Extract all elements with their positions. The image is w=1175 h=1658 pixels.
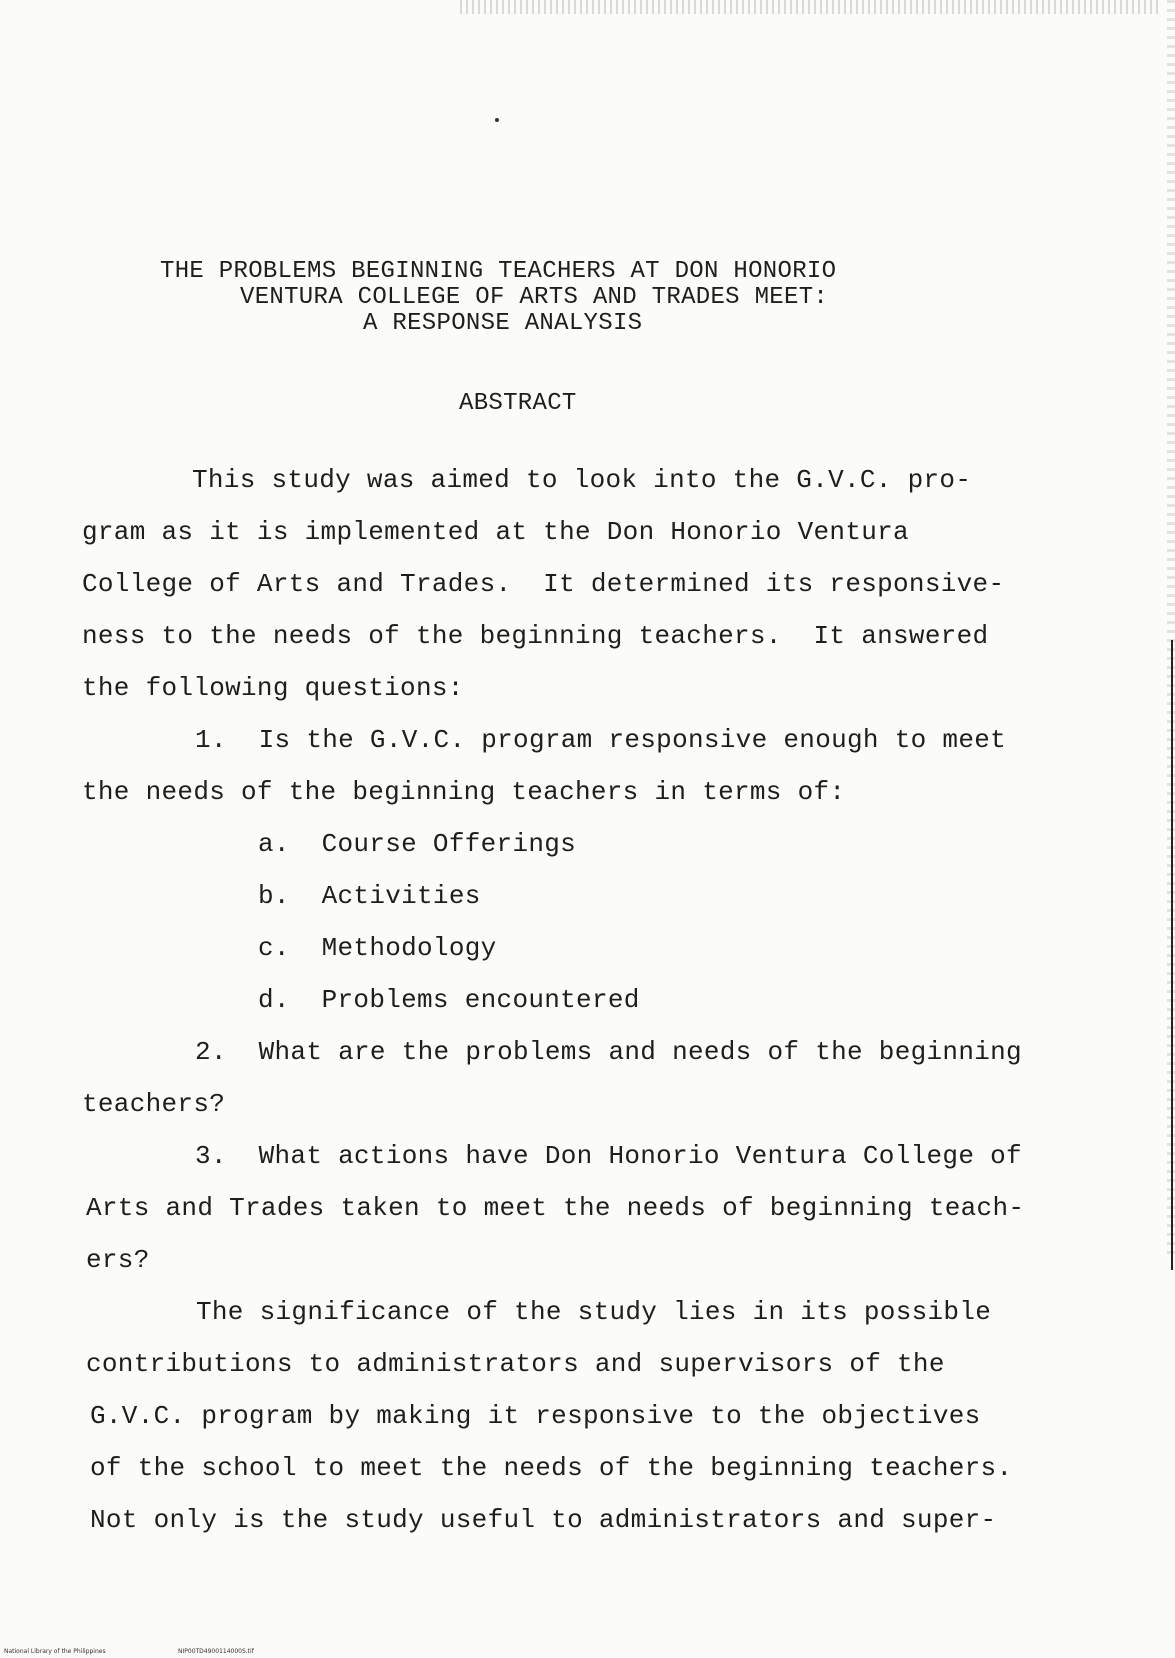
- body-line: This study was aimed to look into the G.V.C. pro-: [192, 465, 972, 495]
- body-line: Not only is the study useful to administrators and super-: [90, 1505, 997, 1535]
- body-line: the following questions:: [82, 673, 464, 703]
- question-1: 1. Is the G.V.C. program responsive enough to meet: [195, 725, 1007, 755]
- body-line: ers?: [86, 1245, 150, 1275]
- body-line: ness to the needs of the beginning teachers. It answered: [82, 621, 989, 651]
- body-line: G.V.C. program by making it responsive to the objectives: [90, 1401, 981, 1431]
- body-line: contributions to administrators and supervisors of the: [86, 1349, 945, 1379]
- question-3: 3. What actions have Don Honorio Ventura College of: [195, 1141, 1022, 1171]
- body-line: College of Arts and Trades. It determined its responsive-: [82, 569, 1005, 599]
- footer-library: National Library of the Philippines: [4, 1648, 106, 1655]
- scan-speck: [495, 118, 499, 122]
- scan-edge-line: [1171, 640, 1173, 1270]
- sub-item: a. Course Offerings: [258, 829, 577, 859]
- footer-file: NIP00TD4900114000S.tif: [178, 1648, 254, 1655]
- title-line-3: A RESPONSE ANALYSIS: [363, 310, 643, 337]
- sub-item: d. Problems encountered: [258, 985, 640, 1015]
- body-line: of the school to meet the needs of the beginning teachers.: [90, 1453, 1013, 1483]
- sub-item: b. Activities: [258, 881, 481, 911]
- body-line: Arts and Trades taken to meet the needs of beginning teach-: [86, 1193, 1025, 1223]
- body-line: The significance of the study lies in its possible: [196, 1297, 992, 1327]
- body-line: gram as it is implemented at the Don Honorio Ventura: [82, 517, 909, 547]
- sub-item: c. Methodology: [258, 933, 497, 963]
- body-line: teachers?: [82, 1089, 226, 1119]
- title-line-2: VENTURA COLLEGE OF ARTS AND TRADES MEET:: [240, 284, 829, 311]
- question-2: 2. What are the problems and needs of the beginning: [195, 1037, 1022, 1067]
- scan-noise-top: [460, 0, 1160, 14]
- title-line-1: THE PROBLEMS BEGINNING TEACHERS AT DON HONORIO: [160, 258, 837, 285]
- body-line: the needs of the beginning teachers in terms of:: [82, 777, 846, 807]
- abstract-heading: ABSTRACT: [459, 390, 577, 417]
